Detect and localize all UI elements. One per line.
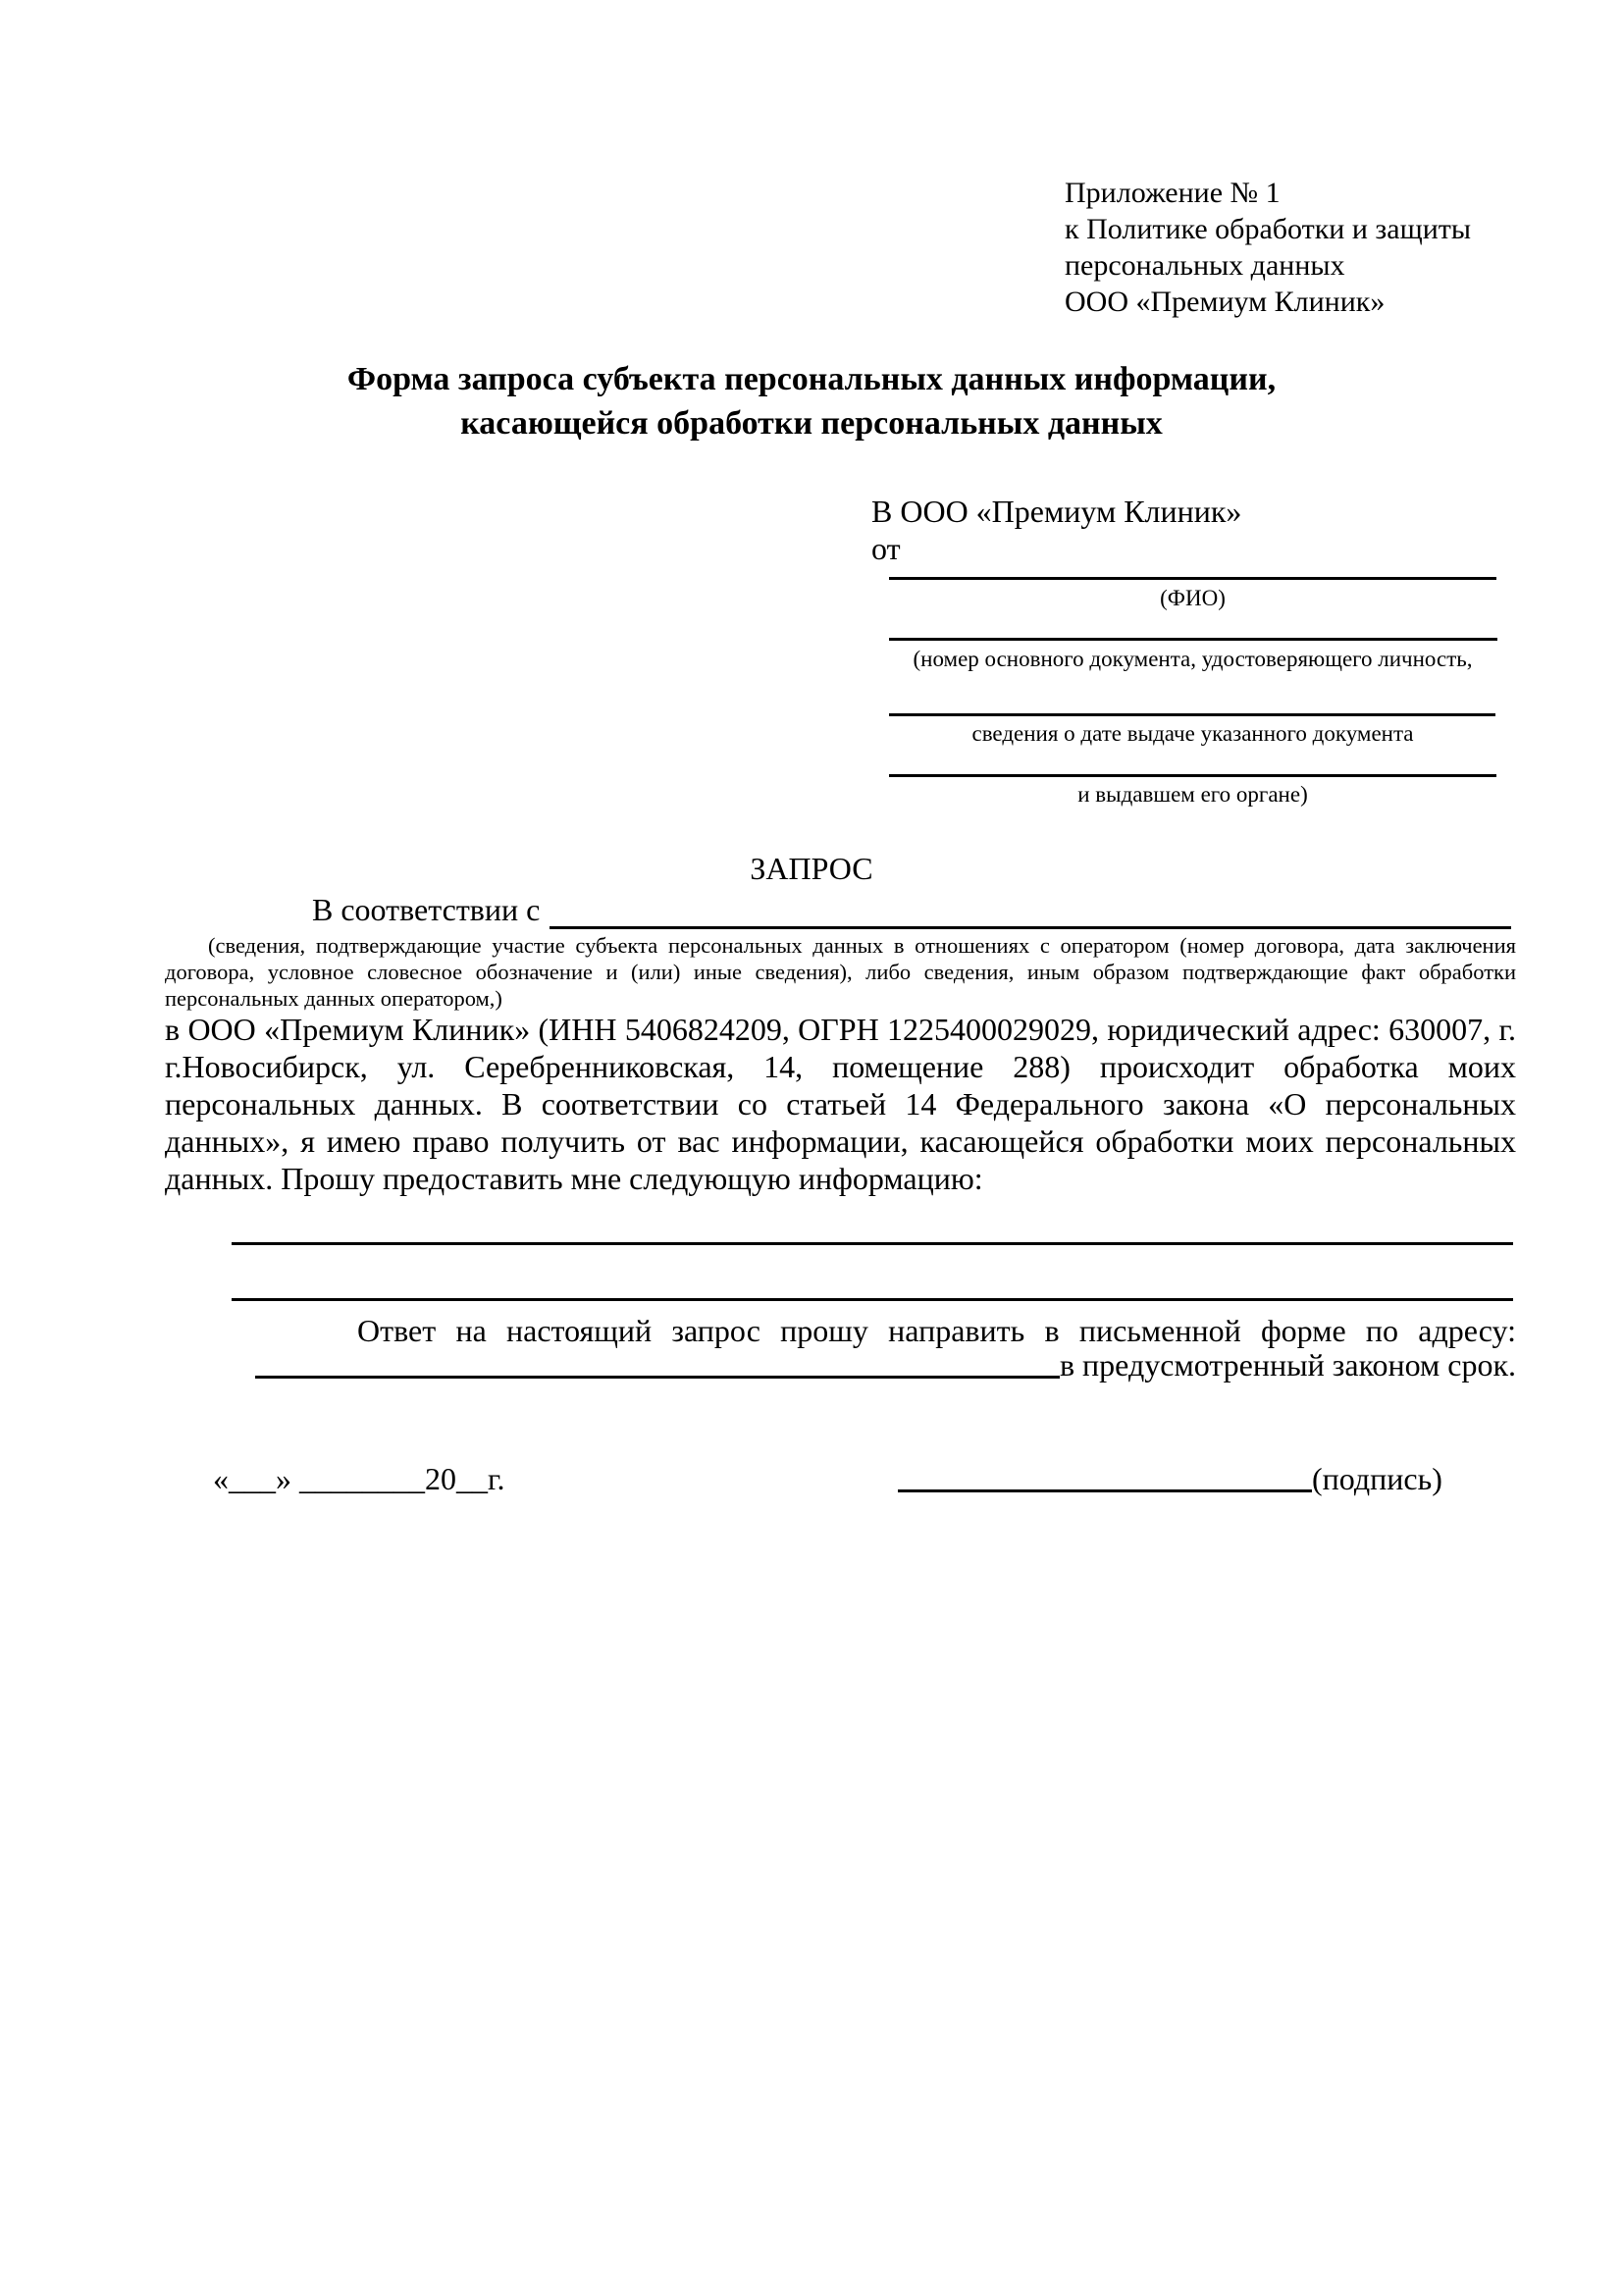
reply-address-row [255, 1346, 1516, 1383]
issuing-authority-write-in-line [889, 774, 1496, 777]
signature-row [898, 1460, 1442, 1497]
requested-info-write-in-line-2 [232, 1298, 1513, 1301]
reply-address-write-in-line [255, 1346, 1060, 1379]
basis-write-in-line [550, 891, 1511, 929]
reply-request-sentence: Ответ на настоящий запрос прошу направить в письменной форме по адресу: [357, 1313, 1516, 1348]
appendix-note-line: Приложение № 1 [1065, 177, 1281, 209]
reply-tail-text: в предусмотренный законом срок. [1059, 1347, 1516, 1383]
basis-row [312, 891, 1511, 929]
basis-footnote: (сведения, подтверждающие участие субъекта персональных данных в отношениях с оператором (номер договора, дата заключения договора, условное словесное обозначение и (или) иные сведения), либо сведения, иным образом подтверждающие факт обработки персональных данных оператором,) [165, 933, 1516, 1011]
appendix-note-line: персональных данных [1065, 249, 1345, 282]
request-heading: ЗАПРОС [750, 851, 873, 886]
from-label: от [871, 531, 901, 566]
issuing-authority-caption: и выдавшем его органе) [1077, 782, 1308, 807]
requested-info-write-in-line-1 [232, 1242, 1513, 1245]
signature-caption: (подпись) [1312, 1461, 1442, 1496]
document-number-caption: (номер основного документа, удостоверяющего личность, [913, 647, 1473, 671]
document-title-line-1: Форма запроса субъекта персональных данных информации, [346, 361, 1277, 397]
document-title [137, 357, 1486, 445]
signature-write-in-line [898, 1460, 1312, 1492]
basis-label: В соответствии с [312, 892, 541, 927]
appendix-note [1065, 175, 1471, 320]
issue-date-write-in-line [889, 713, 1495, 716]
appendix-note-line: к Политике обработки и защиты [1065, 213, 1472, 245]
fio-caption: (ФИО) [1160, 586, 1226, 610]
request-body-paragraph: в ООО «Премиум Клиник» (ИНН 5406824209, ОГРН 1225400029029, юридический адрес: 630007, г. г.Новосибирск, ул. Серебренниковская, 14, помещение 288) происходит обработка моих персональных данных. В соответствии со статьей 14 Федерального закона «О персональных данных», я имею право получить от вас информации, касающейся обработки моих персональных данных. Прошу предоставить мне следующую информацию: [165, 1012, 1516, 1196]
date-write-in-template: «___» ________20__г. [213, 1461, 505, 1496]
fio-write-in-line [889, 577, 1496, 580]
document-number-write-in-line [889, 638, 1497, 641]
document-title-line-2: касающейся обработки персональных данных [460, 405, 1163, 442]
appendix-note-line: ООО «Премиум Клиник» [1065, 286, 1386, 318]
issue-date-caption: сведения о дате выдаче указанного документа [971, 721, 1414, 746]
addressee-organization: В ООО «Премиум Клиник» [871, 494, 1242, 529]
